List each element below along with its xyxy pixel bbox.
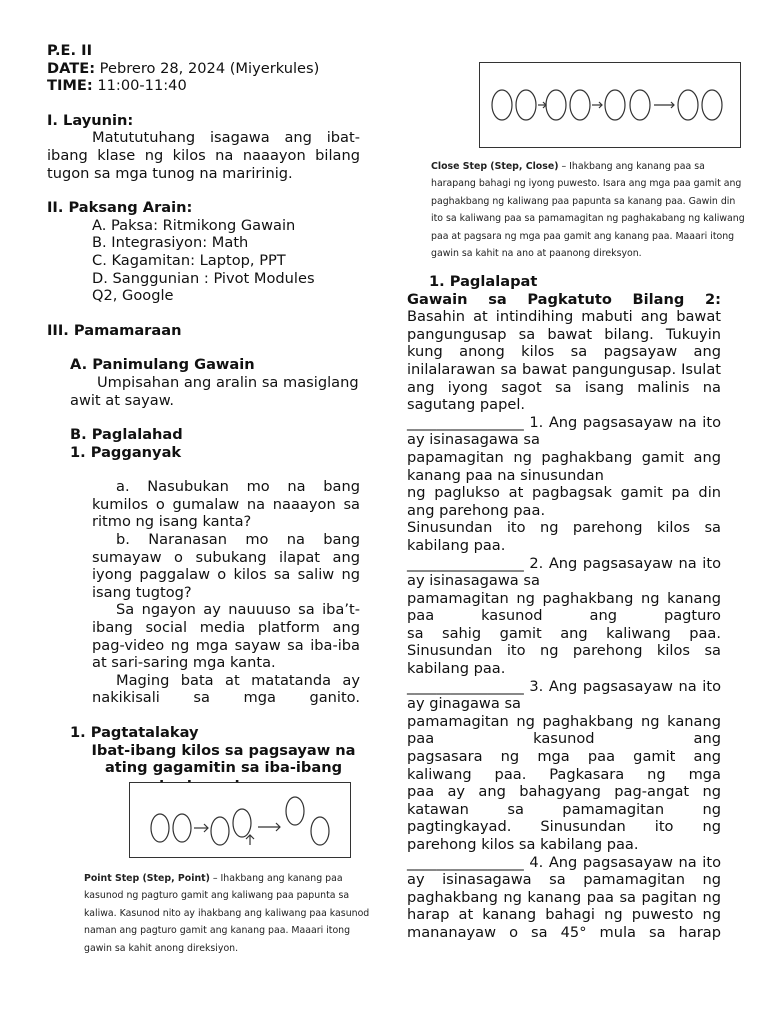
close-step-image [479, 62, 741, 148]
paglalahad-heading: B. Paglalahad [70, 426, 183, 444]
time-label: TIME: [47, 77, 93, 95]
time-line [47, 77, 360, 95]
layunin-heading: I. Layunin: [47, 111, 134, 129]
point-step-caption [84, 870, 376, 957]
date-value: Pebrero 28, 2024 (Miyerkules) [95, 59, 320, 77]
item3-line-b: pamamagitan ng paghakbang ng kanang paa kasunod ang [407, 712, 721, 748]
point-step-title: Point Step (Step, Point) [84, 873, 210, 884]
panimulang-heading: A. Panimulang Gawain [70, 356, 255, 374]
item3-line-d: paa ay ang bahagyang pag-angat ng katawan sa pamamagitan ng [407, 783, 721, 818]
item3-line-c: pagsasara ng mga paa gamit ang kaliwang paa. Pagkasara ng mga [407, 748, 721, 783]
sanggunian-item-cont: Q2, Google [92, 287, 174, 305]
pagtatalakay-heading: 1. Pagtatalakay [70, 724, 199, 741]
question-b: b. Naranasan mo na bang sumayaw o subukang ilapat ang iyong paggalaw o kilos sa saliw ng isang tugtog? [92, 531, 360, 601]
paragraph-social-media: Sa ngayon ay nauuuso sa iba’t-ibang social media platform ang pag-video ng mga sayaw sa iba-iba at sari-saring mga kanta. [92, 601, 360, 672]
integrasiyon-item: B. Integrasiyon: Math [92, 234, 249, 252]
item1-line-d: Sinusundan ito ng parehong kilos sa kabilang paa. [407, 519, 721, 554]
close-step-figure [431, 62, 748, 262]
left-column [47, 42, 360, 794]
gawain-heading: Gawain sa Pagkatuto Bilang 2: [407, 290, 721, 308]
footprints-illustration [130, 783, 350, 857]
point-step-figure [84, 782, 376, 957]
question-a [47, 478, 360, 531]
pagtatalakay-subheading: Ibat-ibang kilos sa pagsayaw na ating gagamitin sa iba-ibang [91, 741, 356, 777]
item2-line-c: sa sahig gamit ang kaliwang paa. Sinusundan ito ng parehong kilos sa kabilang paa. [407, 624, 721, 678]
item3-line-a: ________________ 3. Ang pagsasayaw na ito ay ginagawa sa [407, 677, 721, 713]
date-label: DATE: [47, 59, 96, 77]
item1-line-a: ________________ 1. Ang pagsasayaw na ito ay isinasagawa sa [407, 413, 721, 449]
point-step-text: – Ihakbang ang kanang paa kasunod ng pagturo gamit ang kaliwang paa papunta sa kaliwa. Kasunod nito ay ihakbang ang kaliwang paa kasunod naman ang pagturo gamit ang kanang paa. Maaari itong gawin sa kahit anong direksiyon. [84, 873, 370, 954]
date-line [47, 60, 360, 78]
instructions-text: Basahin at intindihing mabuti ang bawat pangungusap sa bawat bilang. Tukuyin kung anong kilos sa pagsayaw ang inilalarawan sa bawat pangungusap. Isulat ang iyong sagot sa isang malinis na sagutang papel. [407, 308, 721, 414]
paglalapat-heading: 1. Paglalapat [429, 273, 538, 290]
subject-title: P.E. II [47, 42, 93, 59]
point-step-image [129, 782, 351, 858]
pamamaraan-heading: III. Pamamaraan [47, 321, 182, 339]
paragraph-bata-matatanda: Maging bata at matatanda ay nakikisali sa mga ganito. [92, 671, 360, 707]
right-column [407, 273, 721, 942]
paksa-item: A. Paksa: Ritmikong Gawain [92, 216, 296, 234]
footprints-illustration [480, 63, 740, 147]
question-a-text: a. Nasubukan mo na bang kumilos o gumalaw na naaayon sa ritmo ng isang kanta? [92, 478, 360, 531]
item2-line-a: ________________ 2. Ang pagsasayaw na ito ay isinasagawa sa [407, 554, 721, 590]
sanggunian-item: D. Sanggunian : Pivot Modules [92, 269, 315, 287]
paksang-arain-heading: II. Paksang Arain: [47, 199, 193, 217]
item1-line-b: papamagitan ng paghakbang gamit ang kanang paa na sinusundan [407, 448, 721, 484]
close-step-caption [431, 158, 748, 262]
item2-line-b: pamamagitan ng paghakbang ng kanang paa kasunod ang pagturo [407, 589, 721, 625]
pagganyak-heading: 1. Pagganyak [70, 443, 182, 461]
time-value: 11:00-11:40 [92, 77, 187, 95]
close-step-title: Close Step (Step, Close) [431, 161, 559, 172]
layunin-text: Matututuhang isagawa ang ibat-ibang klase ng kilos na naaayon bilang tugon sa mga tunog na maririnig. [47, 129, 360, 182]
kagamitan-item: C. Kagamitan: Laptop, PPT [92, 251, 286, 269]
panimulang-text: Umpisahan ang aralin sa masiglang awit at sayaw. [70, 373, 359, 409]
item1-line-c: ng paglukso at pagbagsak gamit pa din ang parehong paa. [407, 484, 721, 519]
close-step-text: – Ihakbang ang kanang paa sa harapang bahagi ng iyong puwesto. Isara ang mga paa gamit ang paghakbang ng kaliwang paa papunta sa kanang paa. Gawin din ito sa kaliwang paa sa pamamagitan ng paghakabang ng kaliwang paa at pagsara ng mga paa gamit ang kanang paa. Maaari itong gawin sa kahit na ano at paanong direksyon. [431, 161, 745, 260]
item4-text: ________________ 4. Ang pagsasayaw na ito ay isinasagawa sa pamamagitan ng paghakbang ng kanang paa sa pagitan ng harap at kanang bahagi ng puwesto ng mananayaw o sa 45° mula sa harap [407, 853, 721, 941]
item3-line-e: pagtingkayad. Sinusundan ito ng parehong kilos sa kabilang paa. [407, 818, 721, 853]
